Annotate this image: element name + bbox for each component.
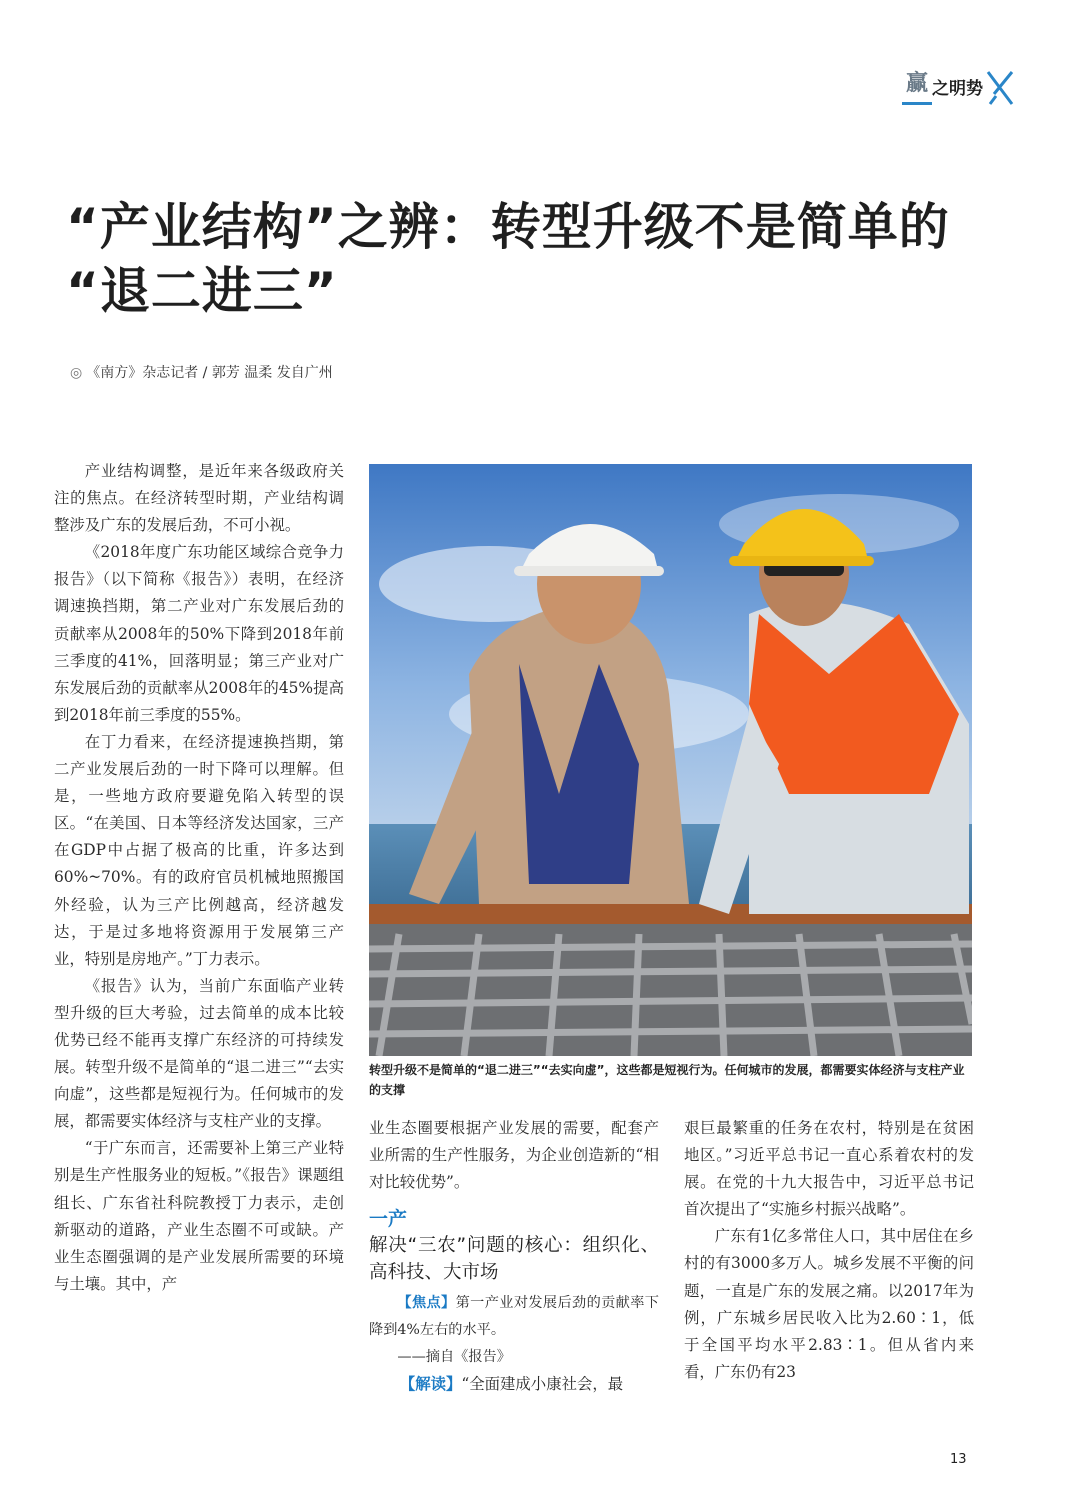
paragraph: 业生态圈要根据产业发展的需要，配套产业所需的生产性服务，为企业创造新的“相对比较优势”。 (369, 1119, 659, 1192)
byline-marker: ◎ (70, 365, 83, 381)
source-note: ——摘自《报告》 (397, 1349, 511, 1366)
focus-paragraph (369, 1290, 659, 1344)
text-column-2 (369, 1115, 659, 1398)
title-line-2: “退二进三” (66, 262, 338, 320)
section-number: 一产 (369, 1208, 408, 1231)
byline (70, 362, 333, 382)
article-title (66, 195, 1026, 323)
photo-caption: 转型升级不是简单的“退二进三”“去实向虚”，这些都是短视行为。任何城市的发展，都需要实体经济与支柱产业的支撑 (369, 1063, 965, 1097)
text-column-1 (54, 458, 344, 1298)
paragraph: 广东有1亿多常住人口，其中居住在乡村的有3000多万人。城乡发展不平衡的问题，一直是广东的发展之痛。以2017年为例，广东城乡居民收入比为2.60∶1，低于全国平均水平2.83∶1。但从省内来看，广东仍有23 (684, 1227, 974, 1381)
focus-tag: 【焦点】 (397, 1295, 456, 1312)
page-number: 13 (950, 1452, 967, 1467)
paragraph: “于广东而言，还需要补上第三产业特别是生产性服务业的短板。”《报告》课题组组长、广东省社科院教授丁力表示，走创新驱动的道路，产业生态圈不可或缺。产业生态圈强调的是产业发展所需要的环境与土壤。其中，产 (54, 1139, 344, 1293)
title-line-1: “产业结构”之辨：转型升级不是简单的 (66, 198, 950, 256)
interpretation-paragraph (369, 1371, 659, 1398)
logo-glyph: 赢 (902, 66, 932, 105)
section-title: 解决“三农”问题的核心：组织化、高科技、大市场 (369, 1235, 659, 1284)
paragraph: 在丁力看来，在经济提速换挡期，第二产业发展后劲的一时下降可以理解。但是，一些地方政府要避免陷入转型的误区。“在美国、日本等经济发达国家，三产在GDP中占据了极高的比重，许多达到60%~70%。有的政府官员机械地照搬国外经验，认为三产比例越高，经济越发达，于是过多地将资源用于发展第三产业，特别是房地产。”丁力表示。 (54, 732, 344, 968)
paragraph: 《报告》认为，当前广东面临产业转型升级的巨大考验，过去简单的成本比较优势已经不能再支撑广东经济的可持续发展。转型升级不是简单的“退二进三”“去实向虚”，这些都是短视行为。任何城市的发展，都需要实体经济与支柱产业的支撑。 (54, 976, 344, 1131)
paragraph: 《2018年度广东功能区域综合竞争力报告》（以下简称《报告》）表明，在经济调速换挡期，第二产业对广东发展后劲的贡献率从2008年的50%下降到2018年前三季度的41%，回落明显；第三产业对广东发展后劲的贡献率从2008年的45%提高到2018年前三季度的55%。 (54, 543, 344, 724)
byline-text: 《南方》杂志记者 / 郭芳 温柔 发自广州 (86, 365, 333, 381)
logo-text: 之明势 (932, 79, 983, 99)
logo-x-icon (986, 68, 1014, 108)
focus-text: 第一产业对发展后劲的贡献率下降到4%左右的水平。 (369, 1295, 659, 1339)
text-column-3 (684, 1115, 974, 1386)
interp-text: “全面建成小康社会，最 (461, 1375, 624, 1394)
section-logo (896, 62, 1016, 110)
paragraph: 艰巨最繁重的任务在农村，特别是在贫困地区。”习近平总书记一直心系着农村的发展。在党的十九大报告中，习近平总书记首次提出了“实施乡村振兴战略”。 (684, 1119, 974, 1219)
article-photo (369, 464, 972, 1056)
interp-tag: 【解读】 (399, 1375, 462, 1394)
photo-workers-rebar (369, 464, 972, 1056)
paragraph: 产业结构调整，是近年来各级政府关注的焦点。在经济转型时期，产业结构调整涉及广东的发展后劲，不可小视。 (54, 462, 344, 535)
